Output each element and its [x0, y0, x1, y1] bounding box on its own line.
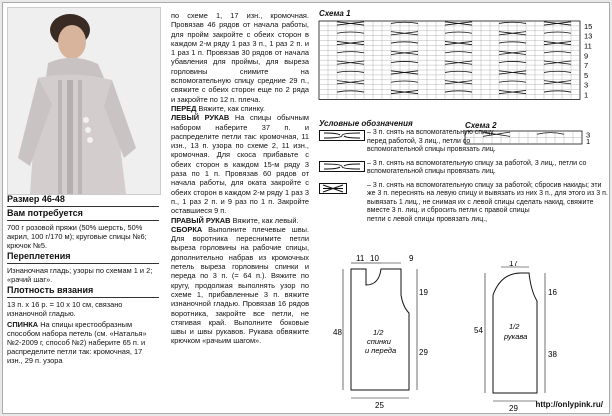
dim-9: 9: [409, 255, 414, 263]
row-number: 15: [584, 21, 593, 31]
dim-11: 11: [356, 255, 365, 263]
back-heading: СПИНКА: [7, 320, 39, 329]
row-number: 7: [584, 61, 589, 71]
sleeve-pattern: [471, 261, 571, 413]
dim-16: 16: [548, 288, 557, 297]
model-photo: [7, 7, 161, 195]
back-text: На спицы крестообразным способом набора петель (см. «Наталья» №2-2009 г, способ №2) наберите 65 п. и распределите петли так: кромочная, 17 изн., 29 п. узора: [7, 320, 147, 365]
left-sleeve-paragraph: [171, 113, 309, 215]
row-number: 3: [584, 80, 589, 90]
row-number: 1: [586, 136, 591, 146]
braids-text: Изнаночная гладь; узоры по схемам 1 и 2; «рачий шаг».: [7, 266, 153, 284]
assembly-paragraph: [171, 225, 309, 346]
legend-text-1: – 3 п. снять на вспомогательную спицу перед работой, 3 лиц., петли со вспомогательной спицы провязать лиц.: [367, 129, 496, 153]
need-heading: Вам потребуется: [7, 208, 83, 218]
row-number: 5: [584, 70, 589, 80]
sleeve-label-text: рукава: [504, 332, 528, 341]
right-sleeve-paragraph: [171, 216, 309, 225]
legend-text-2: – 3 п. снять на вспомогательную спицу за работой, 3 лиц., петли со вспомогательной спицы провязать лиц.: [367, 159, 587, 175]
sleeve-label-fraction: 1/2: [509, 322, 520, 331]
legend-item-cable-back: [319, 160, 609, 177]
dim-29-sleeve: 29: [509, 404, 518, 413]
bodice-label-fraction: 1/2: [373, 328, 384, 337]
cable-front-symbol: [319, 130, 365, 141]
legend-item-cross: [319, 182, 609, 225]
divider: [7, 263, 159, 264]
legend-text-3: – 3 п. снять на вспомогательную спицу за работой; сбросив накиды; эти же 3 п. переснять на левую спицу и вывязать из них 3 п., для этого из 3 п. вывязать 1 лиц., не снимая их с левой спицы сделать накид, свяжите вместе 3 п. лиц. и сбросить петли с правой спицы: [367, 181, 608, 214]
row-number: 11: [584, 41, 592, 51]
dim-54: 54: [474, 326, 483, 335]
scheme-1-title: Схема 1: [319, 9, 351, 18]
front-text: Вяжите, как спинку.: [196, 103, 265, 113]
legend: [319, 129, 609, 229]
page: [2, 2, 610, 414]
model-illustration: [8, 8, 160, 194]
back-paragraph: [7, 320, 159, 365]
right-sleeve-heading: ПРАВЫЙ РУКАВ: [171, 215, 231, 225]
dim-10: 10: [370, 255, 379, 263]
size-heading: Размер 46-48: [7, 194, 65, 204]
row-number: 1: [584, 90, 589, 100]
left-sleeve-text: На спицы обычным набором наберите 37 п. и распределите петли так: кромочная, 11 изн., 13 п. узора по схеме 2, 11 изн., кромочная. Для скоса прибавьте с обеих сторон в каждом 15-м ряду 3 раза по 1 п. Провязав 60 рядов от начала работы, для оката закройте с обеих сторон в каждом 2-м ряду 1 раз 3 п., 1 раз 2 п. и 9 раз по 1 п. Закройте оставшиеся 9 п.: [171, 113, 309, 216]
scheme-1-grid: [319, 21, 580, 99]
divider: [7, 220, 159, 221]
dim-29: 29: [419, 348, 428, 357]
front-heading: ПЕРЕД: [171, 103, 197, 113]
row-number: 3: [586, 130, 591, 140]
legend-title: Условные обозначения: [319, 119, 413, 128]
bodice-label-front: и переда: [365, 346, 397, 355]
density-text: 13 п. х 16 р. = 10 х 10 см, связано изнаночной гладью.: [7, 300, 123, 318]
density-heading: Плотность вязания: [7, 285, 94, 295]
instructions-column: [171, 11, 309, 346]
bodice-pattern: [321, 255, 441, 413]
dim-25: 25: [375, 401, 384, 410]
assembly-heading: СБОРКА: [171, 224, 203, 234]
row-number: 9: [584, 51, 589, 61]
cable-back-symbol: [319, 161, 365, 172]
left-sleeve-heading: ЛЕВЫЙ РУКАВ: [171, 113, 230, 123]
assembly-text: Выполните плечевые швы. Для воротника переснимите петли выреза горловины на рабочие спицы, дополнительно набрав из кромочных петель выреза горловины спинки и переда по 3 п. (= 64 п.). Вяжите по кругу, продолжая выполнять узор по схеме 1, прибавленные 3 п. вяжите изнаночной гладью. Провязав 16 рядов воротника, закройте все петли, не стягивая край. Выполните боковые швы и швы рукавов. Рукава обвяжите крючком «рачьим шагом».: [171, 224, 309, 346]
cross-symbol: [319, 183, 347, 194]
dim-17: 17: [509, 261, 518, 268]
dim-48: 48: [333, 328, 342, 337]
scheme-1-chart: [317, 19, 609, 103]
right-sleeve-text: Вяжите, как левый.: [230, 215, 299, 225]
braids-heading: Переплетения: [7, 251, 71, 261]
back-continued: по схеме 1, 17 изн., кромочная. Провязав 46 рядов от начала работы, для пройм закройте с обеих сторон в каждом 2-м ряду 1 раз 3 п., 1 раз 2 п. и 1 раз 1 п. Провязав 30 рядов от начала убавления для проймы, для выреза горловины снимите на вспомогательную спицу средние 29 п., свяжите с обеих сторон еще по 2 ряда и закройте по 12 п. плеча.: [171, 11, 309, 104]
dim-19: 19: [419, 288, 428, 297]
dim-38: 38: [548, 350, 557, 359]
materials-column: [7, 195, 159, 367]
scheme-1-row-numbers: [584, 22, 592, 100]
legend-item-cable-front: [319, 129, 499, 155]
bodice-label-back: спинки: [367, 337, 391, 346]
divider: [7, 297, 159, 298]
legend-text-3-mid: петли с левой спицы провязать лиц.,: [367, 215, 488, 223]
watermark: http://onlypink.ru/: [535, 400, 603, 409]
divider: [7, 206, 159, 207]
front-paragraph: [171, 104, 309, 113]
need-text: 700 г розовой пряжи (50% шерсть, 50% акрил, 100 г/170 м); круговые спицы №6; крючок №5.: [7, 223, 147, 250]
scheme-2-title: Схема 2: [465, 121, 497, 130]
row-number: 13: [584, 31, 593, 41]
